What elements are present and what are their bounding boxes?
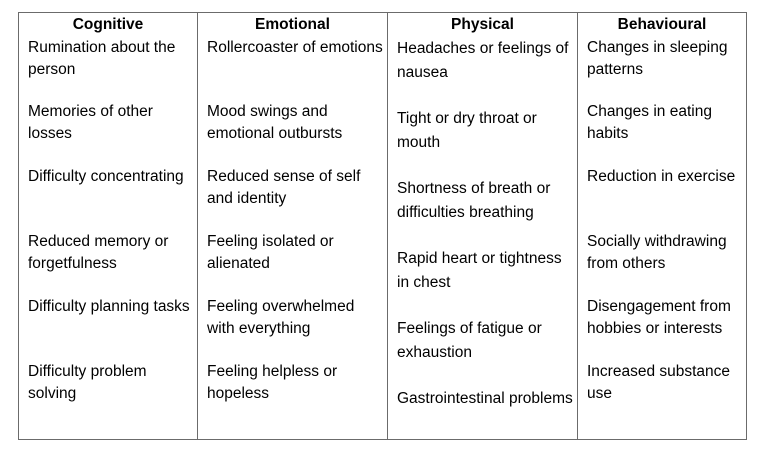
table-cell: Difficulty problem solving: [28, 363, 147, 402]
column-header-emotional: Emotional: [255, 16, 330, 33]
table-cell: Disengagement from hobbies or interests: [587, 298, 731, 337]
table-cell: Changes in sleeping patterns: [587, 39, 728, 78]
table-cell: Rapid heart or tightness in chest: [397, 250, 562, 291]
table-cell: Reduced memory or forgetfulness: [28, 233, 169, 272]
table-cell: Feelings of fatigue or exhaustion: [397, 320, 542, 361]
column-header-cognitive: Cognitive: [72, 16, 144, 33]
table-cell: Increased substance use: [587, 363, 731, 402]
table-cell: Gastrointestinal problems: [397, 390, 573, 407]
table-cell: Feeling helpless or hopeless: [207, 363, 338, 402]
table-cell: Shortness of breath or difficulties breathing: [397, 180, 551, 221]
table-cell: Reduction in exercise: [587, 168, 736, 185]
table-cell: Tight or dry throat or mouth: [397, 110, 537, 151]
column-cognitive: [19, 13, 197, 439]
column-behavioural: [577, 13, 746, 439]
table-cell: Headaches or feelings of nausea: [397, 40, 569, 81]
column-header-physical: Physical: [451, 16, 514, 33]
table-cell: Difficulty concentrating: [28, 168, 184, 185]
table-cell: Memories of other losses: [28, 103, 153, 142]
symptoms-table: [18, 12, 747, 440]
column-physical: [387, 13, 577, 439]
table-cell: Difficulty planning tasks: [28, 298, 190, 315]
table-cell: Rumination about the person: [28, 39, 176, 78]
table-cell: Feeling overwhelmed with everything: [207, 298, 355, 337]
table-cell: Reduced sense of self and identity: [207, 168, 361, 207]
table-cell: Rollercoaster of emotions: [207, 39, 383, 56]
column-header-behavioural: Behavioural: [617, 16, 707, 33]
table-cell: Socially withdrawing from others: [587, 233, 727, 272]
table-cell: Changes in eating habits: [587, 103, 712, 142]
table-cell: Feeling isolated or alienated: [207, 233, 334, 272]
table-cell: Mood swings and emotional outbursts: [207, 103, 343, 142]
column-emotional: [197, 13, 387, 439]
